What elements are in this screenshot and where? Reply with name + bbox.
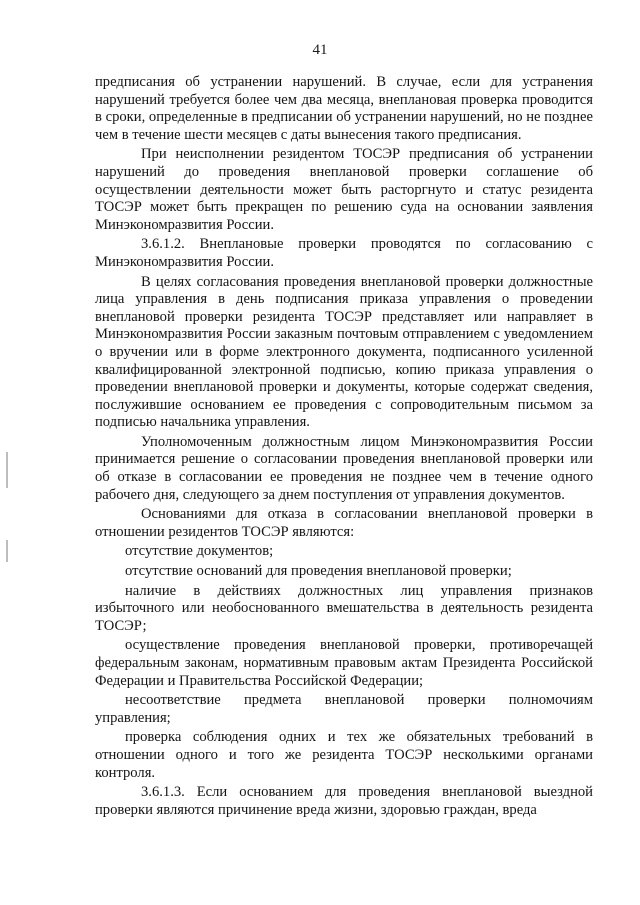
paragraph: В целях согласования проведения внеплановой проверки должностные лица управления в день подписания приказа управления о проведении внеплановой проверки резидента ТОСЭР представляет или направляет в Минэкономразвития России заказным почтовым отправлением с уведомлением о вручении или в форме электронного документа, подписанного усиленной квалифицированной электронной подписью, копию приказа управления о проведении внеплановой проверки и документы, которые содержат сведения, послужившие основанием ее проведения с сопроводительным письмом за подписью начальника управления. — [95, 273, 593, 431]
list-item: несоответствие предмета внеплановой проверки полномочиям управления; — [95, 692, 593, 726]
scan-margin-mark — [6, 540, 8, 562]
paragraph: Уполномоченным должностным лицом Минэкономразвития России принимается решение о согласовании проведения внеплановой проверки или об отказе в согласовании ее проведения не позднее чем в течение одного рабочего дня, следующего за днем поступления от управления документов. — [95, 433, 593, 503]
paragraph: предписания об устранении нарушений. В случае, если для устранения нарушений требуется более чем два месяца, внеплановая проверка проводится в сроки, определенные в предписании об устранении нарушений, но не позднее чем в течение шести месяцев с даты вынесения такого предписания. — [95, 74, 593, 143]
paragraph: 3.6.1.3. Если основанием для проведения внеплановой выездной проверки являются причинение вреда жизни, здоровью граждан, вреда — [95, 784, 593, 818]
document-body — [95, 74, 593, 821]
list-item: осуществление проведения внеплановой проверки, противоречащей федеральным законам, нормативным правовым актам Президента Российской Федерации и Правительства Российской Федерации; — [95, 637, 593, 689]
paragraph: Основаниями для отказа в согласовании внеплановой проверки в отношении резидентов ТОСЭР являются: — [95, 506, 593, 540]
list-item: наличие в действиях должностных лиц управления признаков избыточного или необоснованного вмешательства в деятельность резидента ТОСЭР; — [95, 582, 593, 634]
list-item: проверка соблюдения одних и тех же обязательных требований в отношении одного и того же резидента ТОСЭР несколькими органами контроля. — [95, 729, 593, 781]
list-item: отсутствие оснований для проведения внеплановой проверки; — [125, 563, 512, 580]
paragraph: При неисполнении резидентом ТОСЭР предписания об устранении нарушений до проведения внеплановой проверки соглашение об осуществлении деятельности может быть расторгнуто и статус резидента ТОСЭР может быть прекращен по решению суда на основании заявления Минэкономразвития России. — [95, 146, 593, 233]
page-number: 41 — [312, 42, 328, 58]
scan-margin-mark — [6, 452, 8, 488]
paragraph: 3.6.1.2. Внеплановые проверки проводятся по согласованию с Минэкономразвития России. — [95, 236, 593, 270]
list-item: отсутствие документов; — [125, 543, 274, 560]
